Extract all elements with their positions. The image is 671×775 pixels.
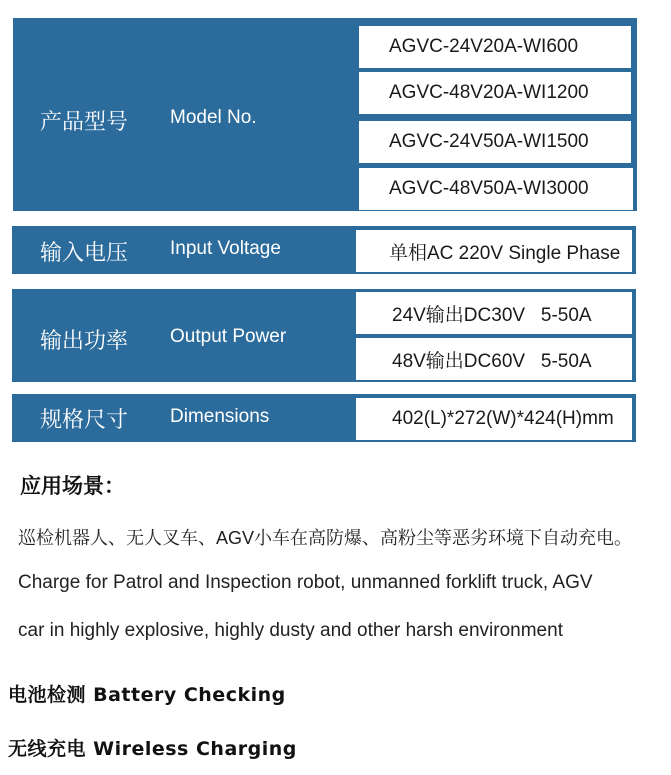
application-line-cn: 巡检机器人、无人叉车、AGV小车在高防爆、高粉尘等恶劣环境下自动充电。	[18, 528, 633, 548]
input-voltage-label-cn: 输入电压	[40, 241, 129, 266]
model-label-en: Model No.	[170, 107, 257, 128]
input-voltage-spec-block	[12, 226, 636, 274]
model-value-1: AGVC-24V20A-WI600	[359, 26, 631, 68]
input-voltage-label-en: Input Voltage	[170, 238, 281, 259]
application-title: 应用场景：	[20, 474, 125, 498]
model-label-cn: 产品型号	[40, 110, 129, 135]
model-value-4: AGVC-48V50A-WI3000	[359, 168, 633, 210]
model-value-3: AGVC-24V50A-WI1500	[359, 121, 631, 163]
output-power-value-1: 24V输出DC30V 5-50A	[356, 292, 632, 334]
output-power-label-cn: 输出功率	[40, 329, 129, 354]
input-voltage-value: 单相AC 220V Single Phase	[356, 230, 632, 272]
model-value-2: AGVC-48V20A-WI1200	[359, 72, 631, 114]
model-spec-block	[13, 18, 637, 211]
dimensions-label-cn: 规格尺寸	[40, 408, 129, 433]
output-power-label-en: Output Power	[170, 326, 287, 347]
dimensions-label-en: Dimensions	[170, 406, 270, 427]
application-line-en-1: Charge for Patrol and Inspection robot, unmanned forklift truck, AGV	[18, 572, 593, 593]
output-power-spec-block	[12, 289, 636, 382]
feature-wireless-charging: 无线充电 Wireless Charging	[8, 738, 297, 760]
dimensions-spec-block	[12, 394, 636, 442]
output-power-value-2: 48V输出DC60V 5-50A	[356, 338, 632, 380]
feature-battery-checking: 电池检测 Battery Checking	[8, 684, 286, 706]
application-line-en-2: car in highly explosive, highly dusty and other harsh environment	[18, 620, 563, 641]
dimensions-value: 402(L)*272(W)*424(H)mm	[356, 398, 632, 440]
